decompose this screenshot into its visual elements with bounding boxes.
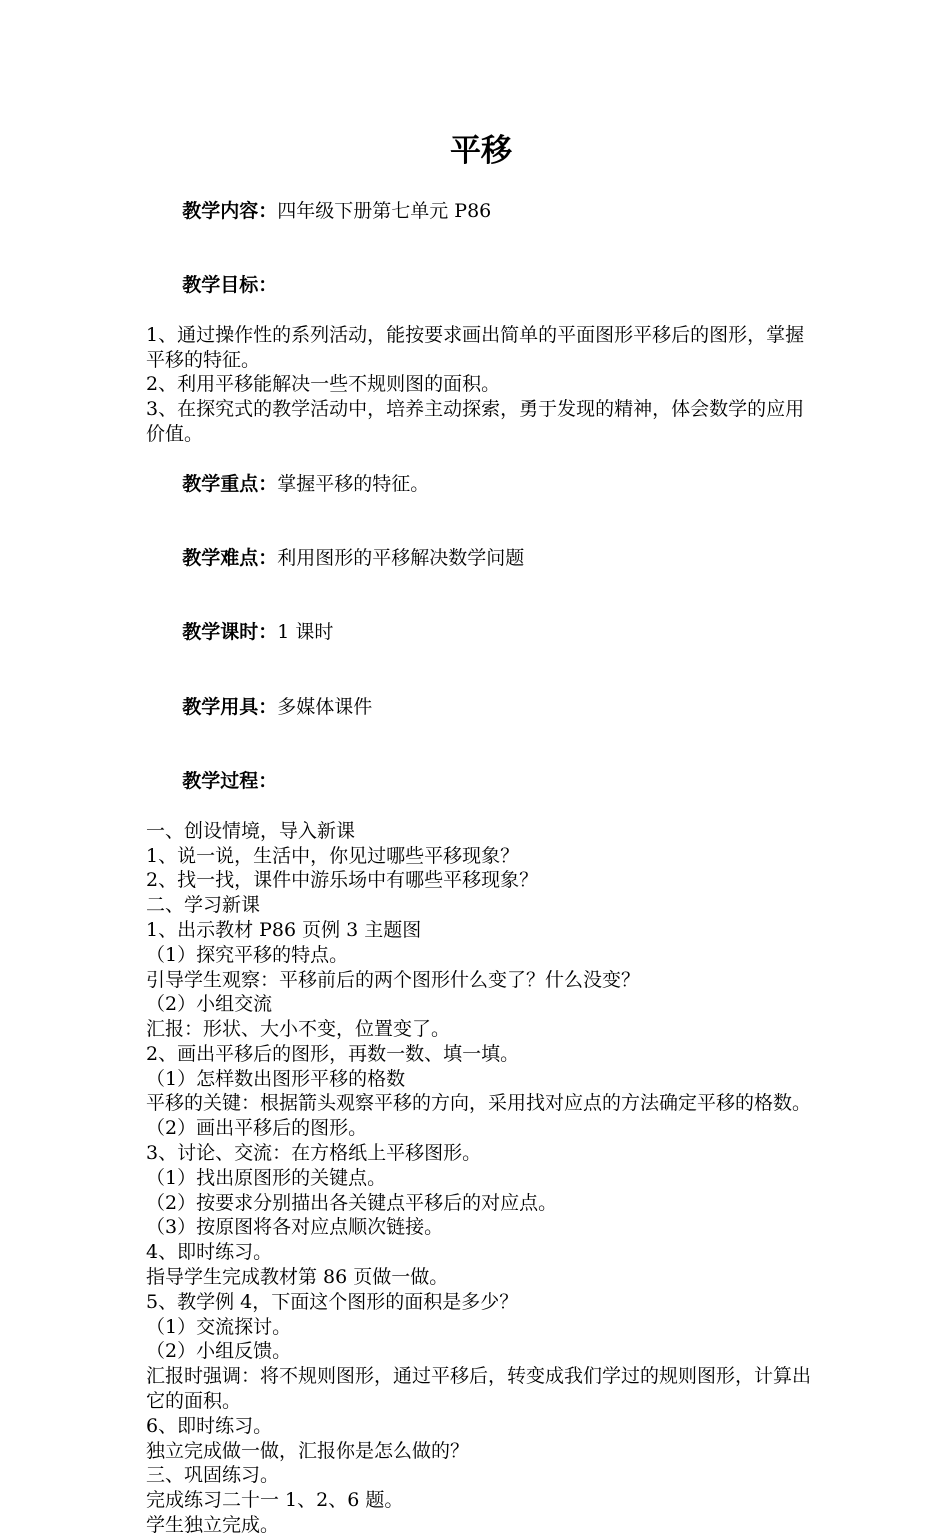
goal-item: 3、在探究式的教学活动中，培养主动探索，勇于发现的精神，体会数学的应用价值。 bbox=[146, 398, 805, 445]
teaching-tools-label: 教学用具： bbox=[182, 695, 278, 718]
process-item: 2、找一找，课件中游乐场中有哪些平移现象？ bbox=[146, 869, 539, 892]
process-item: 一、创设情境，导入新课 bbox=[146, 819, 356, 842]
process-item: 4、即时练习。 bbox=[146, 1241, 273, 1264]
teaching-content-label: 教学内容： bbox=[182, 199, 278, 222]
teaching-goals-label: 教学目标： bbox=[182, 274, 278, 297]
process-item: 1、说一说，生活中，你见过哪些平移现象？ bbox=[146, 844, 520, 867]
process-item: （1）探究平移的特点。 bbox=[146, 943, 349, 966]
process-item: （1）怎样数出图形平移的格数 bbox=[146, 1067, 406, 1090]
process-item: 完成练习二十一 1、2、6 题。 bbox=[146, 1489, 404, 1512]
process-item: 6、即时练习。 bbox=[146, 1414, 273, 1437]
teaching-difficulty-line bbox=[146, 521, 816, 595]
process-item: （2）小组交流 bbox=[146, 993, 273, 1016]
process-item: 指导学生完成教材第 86 页做一做。 bbox=[146, 1266, 449, 1289]
teaching-content-value: 四年级下册第七单元 P86 bbox=[277, 199, 492, 222]
goal-item: 1、通过操作性的系列活动，能按要求画出简单的平面图形平移后的图形，掌握平移的特征。 bbox=[146, 323, 805, 371]
process-item: （2）画出平移后的图形。 bbox=[146, 1117, 368, 1140]
process-item: （3）按原图将各对应点顺次链接。 bbox=[146, 1216, 444, 1239]
teaching-process-line bbox=[146, 744, 816, 818]
process-item: 三、巩固练习。 bbox=[146, 1464, 280, 1487]
process-item: 3、讨论、交流：在方格纸上平移图形。 bbox=[146, 1142, 482, 1165]
process-item: 独立完成做一做，汇报你是怎么做的？ bbox=[146, 1439, 470, 1462]
process-item: 引导学生观察：平移前后的两个图形什么变了？什么没变？ bbox=[146, 968, 641, 991]
goal-item: 2、利用平移能解决一些不规则图的面积。 bbox=[146, 373, 501, 396]
teaching-goals-line bbox=[146, 248, 816, 322]
process-item: （2）小组反馈。 bbox=[146, 1340, 292, 1363]
process-item: 汇报：形状、大小不变，位置变了。 bbox=[146, 1018, 451, 1041]
process-item: （1）找出原图形的关键点。 bbox=[146, 1166, 387, 1189]
document-title: 平移 bbox=[450, 133, 512, 169]
teaching-content-line bbox=[146, 174, 816, 248]
teaching-key-value: 掌握平移的特征。 bbox=[277, 472, 430, 495]
process-item: 汇报时强调：将不规则图形，通过平移后，转变成我们学过的规则图形，计算出它的面积。 bbox=[146, 1365, 812, 1413]
teaching-hours-line bbox=[146, 596, 816, 670]
document-body bbox=[146, 128, 816, 1538]
process-item: 5、教学例 4，下面这个图形的面积是多少？ bbox=[146, 1290, 519, 1313]
teaching-difficulty-label: 教学难点： bbox=[182, 546, 278, 569]
process-item: 平移的关键：根据箭头观察平移的方向，采用找对应点的方法确定平移的格数。 bbox=[146, 1092, 812, 1115]
process-item: 学生独立完成。 bbox=[146, 1514, 280, 1537]
teaching-process-label: 教学过程： bbox=[182, 770, 278, 793]
teaching-difficulty-value: 利用图形的平移解决数学问题 bbox=[277, 546, 525, 569]
process-item: 1、出示教材 P86 页例 3 主题图 bbox=[146, 918, 422, 941]
teaching-key-line bbox=[146, 447, 816, 521]
process-item: 2、画出平移后的图形，再数一数、填一填。 bbox=[146, 1042, 520, 1065]
teaching-tools-line bbox=[146, 670, 816, 744]
process-item: 二、学习新课 bbox=[146, 894, 261, 917]
process-item: （2）按要求分别描出各关键点平移后的对应点。 bbox=[146, 1191, 558, 1214]
process-item: （1）交流探讨。 bbox=[146, 1315, 292, 1338]
teaching-key-label: 教学重点： bbox=[182, 472, 278, 495]
teaching-hours-label: 教学课时： bbox=[182, 621, 278, 644]
teaching-hours-value: 1 课时 bbox=[277, 621, 334, 644]
teaching-tools-value: 多媒体课件 bbox=[277, 695, 373, 718]
